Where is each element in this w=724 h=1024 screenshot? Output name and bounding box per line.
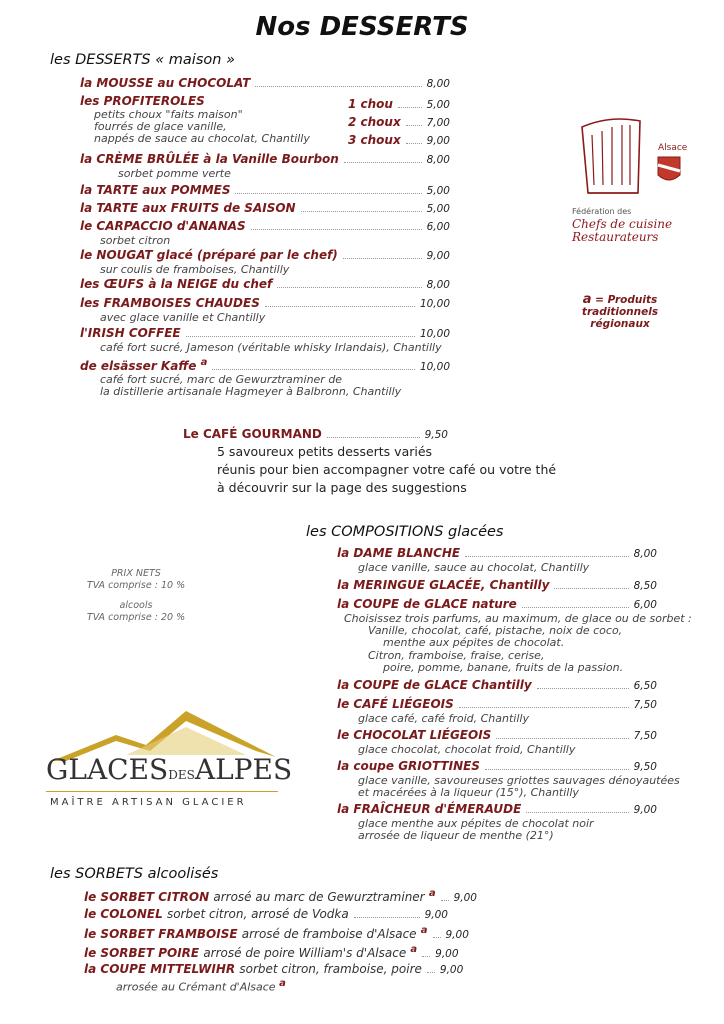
gourmand-line-3: à découvrir sur la page des suggestions — [217, 480, 467, 495]
item-price: 9,00 — [426, 250, 450, 262]
leader-dots — [496, 738, 628, 739]
desc-coupe-nature-4: Citron, framboise, fraise, cerise, — [368, 649, 545, 662]
item-name: la TARTE aux FRUITS de SAISON — [80, 201, 296, 215]
item-name: la DAME BLANCHE — [337, 546, 461, 560]
leader-dots — [422, 956, 430, 957]
option-1-chou — [348, 97, 450, 113]
item-name: le COLONEL — [84, 907, 163, 921]
menu-item-framboises — [80, 296, 450, 312]
item-desc: sorbet citron, arrosé de Vodka — [166, 907, 349, 921]
item-price: 6,00 — [633, 599, 657, 611]
menu-item-oeufs — [80, 277, 450, 293]
desc-nougat: sur coulis de framboises, Chantilly — [100, 263, 290, 276]
menu-item-kaffe — [80, 357, 450, 373]
item-price: 6,50 — [633, 680, 657, 692]
item-name: l'IRISH COFFEE — [80, 326, 181, 340]
desc-kaffe-2: la distillerie artisanale Hagmeyer à Balbronn, Chantilly — [100, 385, 402, 398]
leader-dots — [537, 688, 629, 689]
item-name: Le CAFÉ GOURMAND — [183, 427, 322, 441]
item-name: la COUPE de GLACE Chantilly — [337, 678, 532, 692]
item-price: 8,00 — [426, 154, 450, 166]
item-price: 9,00 — [424, 909, 448, 921]
option-label: 3 choux — [348, 133, 401, 147]
legend-mark-icon: a — [582, 292, 592, 307]
leader-dots — [301, 211, 422, 212]
item-name: la COUPE MITTELWIHR — [84, 962, 236, 976]
note-prix-nets: PRIX NETS — [111, 568, 161, 579]
item-name: la MERINGUE GLACÉE, Chantilly — [337, 578, 550, 592]
item-price: 8,00 — [426, 279, 450, 291]
regional-mark-icon: a — [279, 978, 286, 989]
menu-item-nougat — [80, 248, 450, 264]
page-title: Nos DESSERTS — [255, 12, 469, 42]
desc-cafe-liegeois: glace café, café froid, Chantilly — [358, 712, 529, 725]
item-name: la coupe GRIOTTINES — [337, 759, 480, 773]
option-label: 1 chou — [348, 97, 393, 111]
desc-text: arrosée au Crémant d'Alsace — [116, 980, 276, 994]
item-name: le SORBET POIRE — [84, 946, 200, 960]
item-price: 9,50 — [633, 761, 657, 773]
option-price: 7,00 — [426, 117, 450, 129]
item-name: la COUPE de GLACE nature — [337, 597, 517, 611]
item-price: 9,00 — [633, 804, 657, 816]
leader-dots — [485, 769, 629, 770]
gourmand-line-1: 5 savoureux petits desserts variés — [217, 444, 433, 459]
desc-coupe-nature-5: poire, pomme, banane, fruits de la passion. — [383, 661, 624, 674]
item-price: 8,00 — [633, 548, 657, 560]
menu-item-sorbet-framboise — [84, 925, 469, 941]
menu-item-coupe-chantilly — [337, 678, 657, 694]
item-name: le SORBET CITRON — [84, 890, 210, 904]
item-desc: arrosé de poire William's d'Alsace — [203, 946, 407, 960]
menu-item-coupe-nature — [337, 597, 657, 613]
item-price: 7,50 — [633, 699, 657, 711]
federation-line-1: Fédération des — [572, 207, 632, 216]
menu-item-chocolat-liegeois — [337, 728, 657, 744]
desc-irish-coffee: café fort sucré, Jameson (véritable whisky Irlandais), Chantilly — [100, 341, 442, 354]
menu-item-griottines — [337, 759, 657, 775]
item-name: la FRAÎCHEUR d'ÉMERAUDE — [337, 802, 522, 816]
desc-profiteroles-2: fourrés de glace vanille, — [94, 120, 227, 133]
item-price: 9,00 — [453, 892, 477, 904]
desc-profiteroles-3: nappés de sauce au chocolat, Chantilly — [94, 132, 310, 145]
leader-dots — [441, 900, 449, 901]
menu-item-sorbet-citron — [84, 888, 477, 904]
desc-kaffe-1: café fort sucré, marc de Gewurztraminer de — [100, 373, 343, 386]
regional-mark-icon: a — [410, 944, 418, 955]
desc-mittelwihr — [116, 977, 286, 994]
glaces-word: GLACES — [46, 753, 169, 786]
option-price: 5,00 — [426, 99, 450, 111]
desc-creme-brulee: sorbet pomme verte — [118, 167, 231, 180]
desc-coupe-nature-2: Vanille, chocolat, café, pistache, noix de coco, — [368, 624, 623, 637]
leader-dots — [398, 107, 422, 108]
glaces-wordmark — [46, 753, 292, 786]
item-price: 10,00 — [419, 298, 450, 310]
item-name-sub: (préparé par le chef) — [197, 248, 338, 262]
leader-dots — [327, 437, 420, 438]
item-name: le NOUGAT glacé — [80, 248, 193, 262]
menu-item-tarte-fruits — [80, 201, 450, 217]
item-name: les FRAMBOISES CHAUDES — [80, 296, 260, 310]
leader-dots — [255, 86, 421, 87]
option-price: 9,00 — [426, 135, 450, 147]
desc-griottines-1: glace vanille, savoureuses griottes sauvages dénoyautées — [358, 774, 680, 787]
federation-line-2: Chefs de cuisine — [572, 217, 673, 231]
item-price: 9,00 — [445, 929, 469, 941]
menu-item-dame-blanche — [337, 546, 657, 562]
item-name: les ŒUFS à la NEIGE du chef — [80, 277, 273, 291]
item-price: 10,00 — [419, 328, 450, 340]
menu-item-coupe-mittelwihr — [84, 962, 464, 978]
leader-dots — [526, 812, 628, 813]
item-price: 5,00 — [426, 203, 450, 215]
leader-dots — [265, 306, 415, 307]
regional-mark-icon: a — [428, 888, 436, 899]
item-price: 9,00 — [439, 964, 464, 976]
item-name: le CARPACCIO d'ANANAS — [80, 219, 246, 233]
item-desc: sorbet citron, framboise, poire — [239, 962, 422, 976]
gourmand-line-2: réunis pour bien accompagner votre café ou votre thé — [217, 462, 557, 477]
leader-dots — [554, 588, 628, 589]
alpes-word: ALPES — [194, 753, 293, 786]
item-name: de elsässer Kaffe — [80, 359, 197, 373]
item-price: 6,00 — [426, 221, 450, 233]
section-title-maison: les DESSERTS « maison » — [50, 52, 236, 68]
chef-hat-icon — [570, 115, 700, 205]
des-word: DES — [168, 768, 195, 782]
desc-profiteroles-1: petits choux "faits maison" — [94, 108, 243, 121]
leader-dots — [406, 125, 422, 126]
menu-item-colonel — [84, 907, 448, 923]
regional-mark-icon: a — [420, 925, 428, 936]
item-price: 5,00 — [426, 185, 450, 197]
menu-item-carpaccio — [80, 219, 450, 235]
item-price: 8,50 — [633, 580, 657, 592]
leader-dots — [212, 369, 415, 370]
logo-divider — [46, 791, 278, 792]
item-name: la TARTE aux POMMES — [80, 183, 231, 197]
option-2-choux — [348, 115, 450, 131]
item-price: 10,00 — [419, 361, 450, 373]
menu-item-emeraude — [337, 802, 657, 818]
glaces-tagline: MAÎTRE ARTISAN GLACIER — [50, 797, 247, 808]
leader-dots — [235, 193, 421, 194]
item-price: 8,00 — [426, 78, 450, 90]
menu-item-cafe-gourmand — [183, 427, 448, 443]
desc-dame-blanche: glace vanille, sauce au chocolat, Chantilly — [358, 561, 590, 574]
leader-dots — [343, 258, 422, 259]
item-name: le CAFÉ LIÉGEOIS — [337, 697, 454, 711]
legend-line-3: régionaux — [590, 318, 650, 330]
leader-dots — [277, 287, 421, 288]
item-price: 9,00 — [435, 948, 459, 960]
menu-item-irish-coffee — [80, 326, 450, 342]
option-3-choux — [348, 133, 450, 149]
item-desc: arrosé de framboise d'Alsace — [241, 927, 417, 941]
desc-chocolat-liegeois: glace chocolat, chocolat froid, Chantilly — [358, 743, 576, 756]
option-label: 2 choux — [348, 115, 401, 129]
leader-dots — [465, 556, 628, 557]
note-tva-20: TVA comprise : 20 % — [86, 612, 186, 623]
glaces-des-alpes-logo — [46, 705, 293, 815]
desc-coupe-nature-1: Choisissez trois parfums, au maximum, de glace ou de sorbet : — [344, 612, 692, 625]
alsace-label: Alsace — [658, 143, 688, 153]
leader-dots — [251, 229, 422, 230]
leader-dots — [459, 707, 629, 708]
section-title-compositions: les COMPOSITIONS glacées — [306, 524, 504, 540]
menu-item-meringue — [337, 578, 657, 594]
menu-item-sorbet-poire — [84, 944, 459, 960]
regional-mark-icon: a — [200, 357, 208, 368]
desc-coupe-nature-3: menthe aux pépites de chocolat. — [383, 636, 565, 649]
desc-framboises: avec glace vanille et Chantilly — [100, 311, 266, 324]
menu-item-creme-brulee — [80, 152, 450, 168]
desc-carpaccio: sorbet citron — [100, 234, 171, 247]
item-name: la MOUSSE au CHOCOLAT — [80, 76, 251, 90]
desc-griottines-2: et macérées à la liqueur (15°), Chantilly — [358, 786, 579, 799]
note-alcools: alcools — [119, 600, 153, 611]
item-price: 7,50 — [633, 730, 657, 742]
item-desc: arrosé au marc de Gewurztraminer — [213, 890, 425, 904]
leader-dots — [522, 607, 629, 608]
leader-dots — [354, 917, 420, 918]
leader-dots — [433, 937, 441, 938]
federation-logo — [570, 115, 700, 250]
item-name-profiteroles: les PROFITEROLES — [80, 94, 205, 108]
item-name: le SORBET FRAMBOISE — [84, 927, 238, 941]
legend-line-1: = Produits — [595, 294, 658, 306]
leader-dots — [427, 972, 435, 973]
legend-line-2: traditionnels — [581, 306, 659, 318]
item-name: le CHOCOLAT LIÉGEOIS — [337, 728, 492, 742]
federation-line-3: Restaurateurs — [572, 230, 659, 244]
menu-item-mousse — [80, 76, 450, 92]
menu-item-cafe-liegeois — [337, 697, 657, 713]
desc-emeraude-1: glace menthe aux pépites de chocolat noir — [358, 817, 594, 830]
section-title-sorbets: les SORBETS alcoolisés — [50, 866, 219, 882]
leader-dots — [344, 162, 422, 163]
item-price: 9,50 — [424, 429, 448, 441]
note-tva-10: TVA comprise : 10 % — [86, 580, 186, 591]
item-name: la CRÈME BRÛLÉE à la Vanille Bourbon — [80, 152, 339, 166]
leader-dots — [406, 143, 422, 144]
leader-dots — [186, 336, 415, 337]
desc-emeraude-2: arrosée de liqueur de menthe (21°) — [358, 829, 554, 842]
regional-legend — [570, 294, 670, 330]
menu-item-tarte-pommes — [80, 183, 450, 199]
